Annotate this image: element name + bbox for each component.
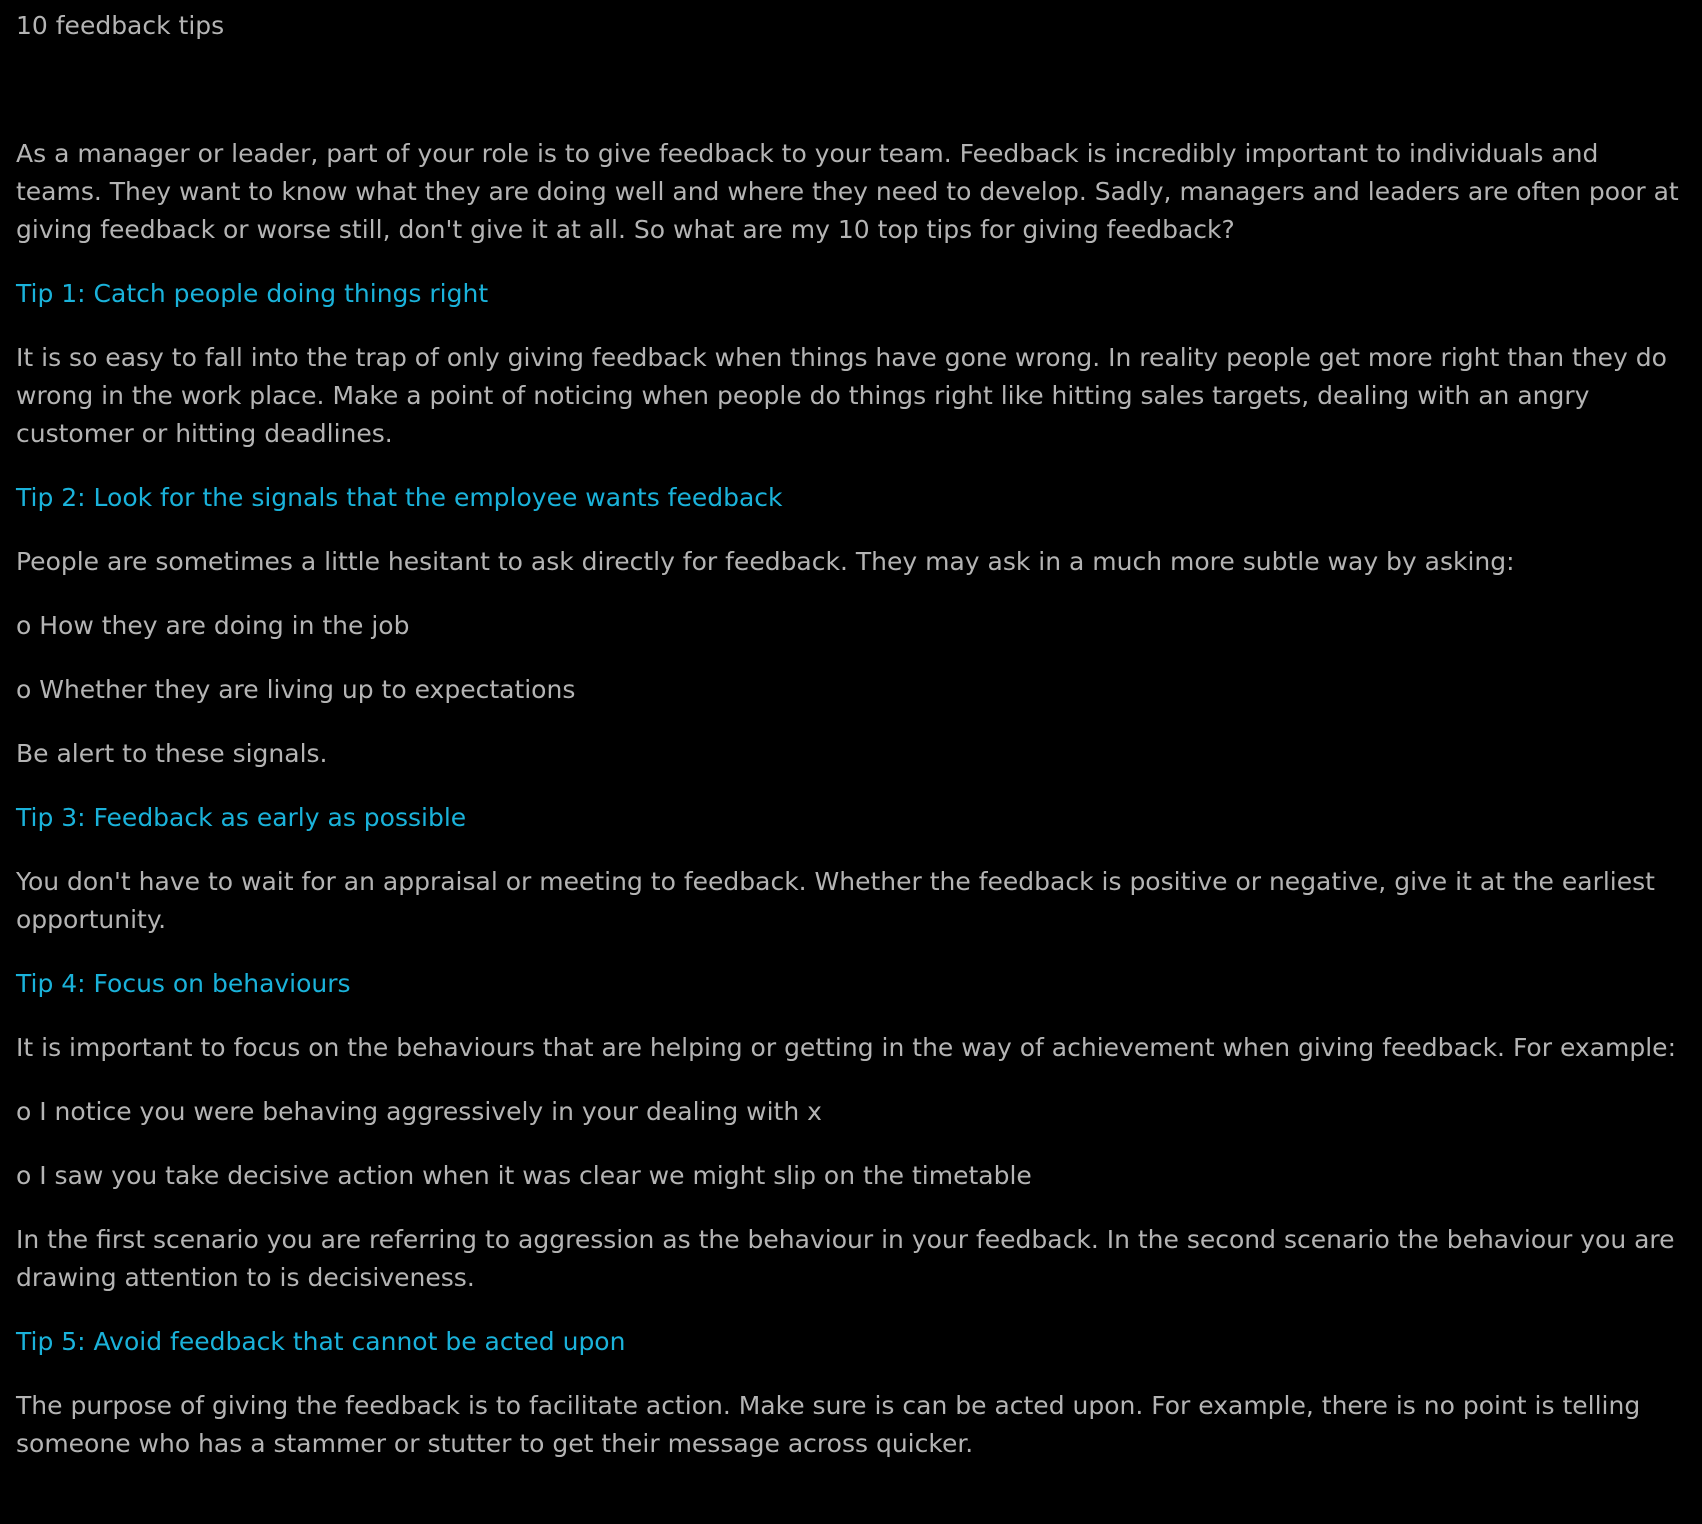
- tip-4-section: [16, 965, 1692, 1297]
- intro-paragraph: As a manager or leader, part of your role is to give feedback to your team. Feedback is incredibly important to individuals and teams. They want to know what they are doing well and where they need to develop. Sadly, managers and leaders are often poor at giving feedback or worse still, don't give it at all. So what are my 10 top tips for giving feedback?: [16, 139, 1679, 244]
- tip-3-heading: Tip 3: Feedback as early as possible: [16, 803, 467, 832]
- tip-4-heading: Tip 4: Focus on behaviours: [16, 969, 351, 998]
- tip-3-paragraph: You don't have to wait for an appraisal or meeting to feedback. Whether the feedback is positive or negative, give it at the earliest opportunity.: [16, 867, 1655, 934]
- document-title: 10 feedback tips: [16, 11, 225, 40]
- tip-4-paragraph: In the first scenario you are referring to aggression as the behaviour in your feedback. In the second scenario the behaviour you are drawing attention to is decisiveness.: [16, 1225, 1675, 1292]
- tip-5-paragraph: The purpose of giving the feedback is to facilitate action. Make sure is can be acted upon. For example, there is no point is telling someone who has a stammer or stutter to get their message across quicker.: [16, 1391, 1641, 1458]
- tip-3-section: [16, 799, 1692, 939]
- tip-2-paragraph: Be alert to these signals.: [16, 739, 328, 768]
- tip-4-paragraph: It is important to focus on the behaviours that are helping or getting in the way of achievement when giving feedback. For example:: [16, 1033, 1676, 1062]
- tip-1-section: [16, 275, 1692, 453]
- title-spacer: [16, 45, 1692, 135]
- tip-4-list-item: o I saw you take decisive action when it was clear we might slip on the timetable: [16, 1161, 1032, 1190]
- tip-4-list-item: o I notice you were behaving aggressively in your dealing with x: [16, 1097, 822, 1126]
- tip-2-section: [16, 479, 1692, 773]
- tip-2-paragraph: People are sometimes a little hesitant to ask directly for feedback. They may ask in a much more subtle way by asking:: [16, 547, 1515, 576]
- tip-1-heading: Tip 1: Catch people doing things right: [16, 279, 489, 308]
- tip-1-paragraph: It is so easy to fall into the trap of only giving feedback when things have gone wrong. In reality people get more right than they do wrong in the work place. Make a point of noticing when people do things right like hitting sales targets, dealing with an angry customer or hitting deadlines.: [16, 343, 1667, 448]
- tip-5-section: [16, 1323, 1692, 1463]
- tip-2-list-item: o How they are doing in the job: [16, 611, 410, 640]
- tip-2-heading: Tip 2: Look for the signals that the employee wants feedback: [16, 483, 783, 512]
- tip-5-heading: Tip 5: Avoid feedback that cannot be acted upon: [16, 1327, 626, 1356]
- tip-2-list-item: o Whether they are living up to expectations: [16, 675, 576, 704]
